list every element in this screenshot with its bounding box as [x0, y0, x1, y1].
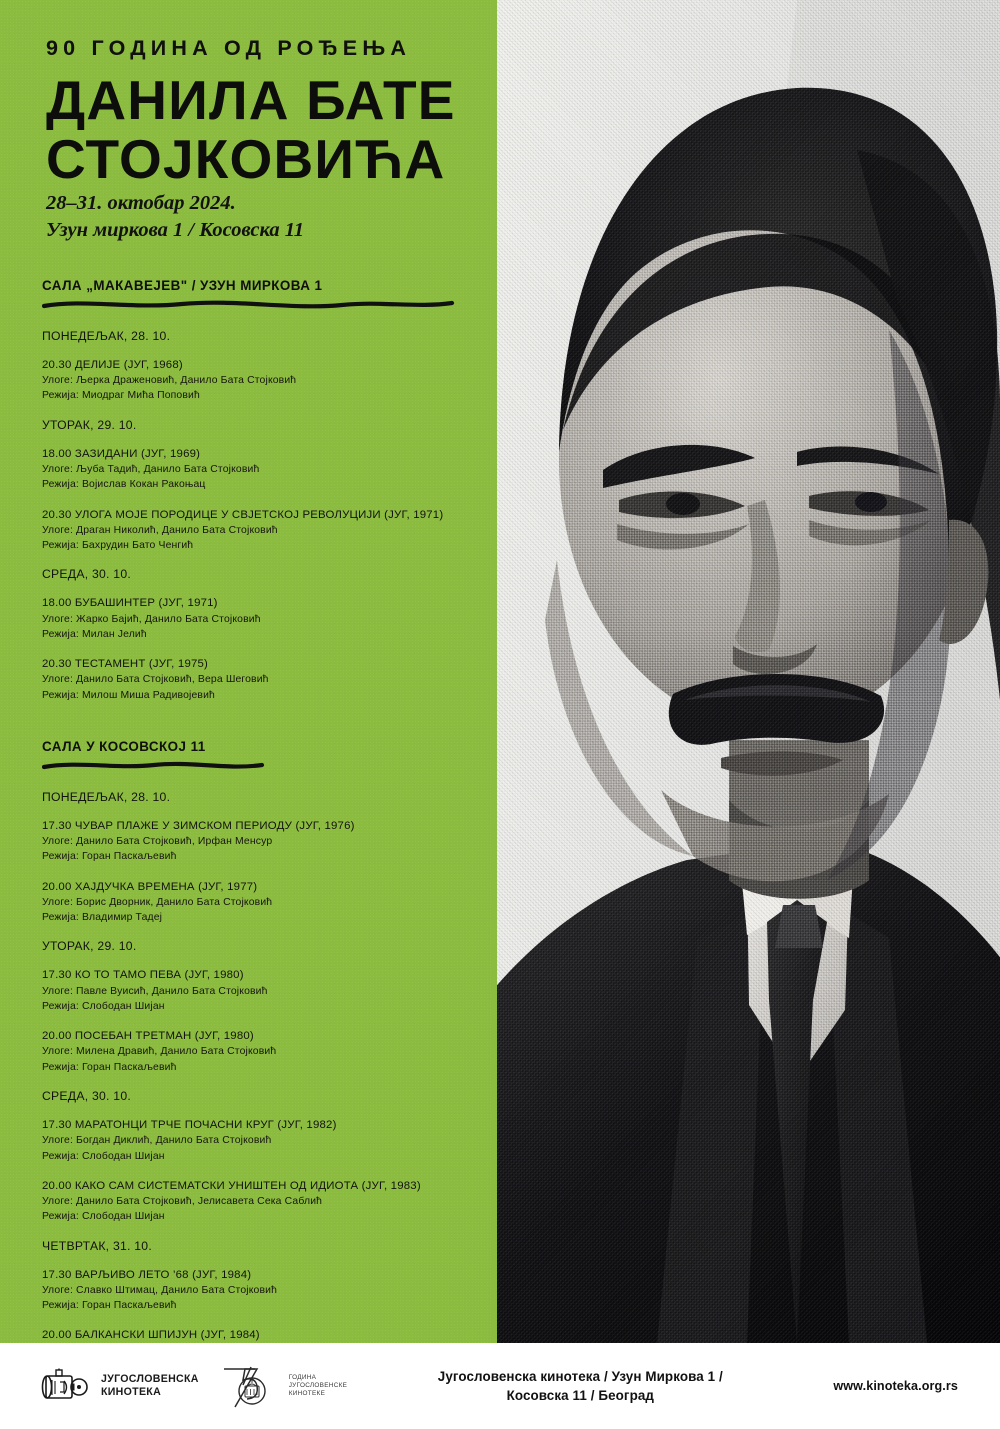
- footer-address-line2: Косовска 11 / Београд: [506, 1388, 654, 1403]
- film-title-text: 20.30 ТЕСТАМЕНТ (ЈУГ, 1975): [42, 658, 209, 671]
- portrait-photo: [497, 0, 1000, 1343]
- day-heading: ЧЕТВРТАК, 31. 10.: [42, 1238, 152, 1253]
- film-title-text: 17.30 КО ТО ТАМО ПЕВА (ЈУГ, 1980): [42, 969, 244, 982]
- film-director: Режија: Владимир Тадеј: [42, 912, 163, 924]
- film-director: Режија: Слободан Шијан: [42, 1000, 165, 1012]
- film-director: Режија: Војислав Кокан Ракоњац: [42, 479, 206, 491]
- footer-address-line1: Југословенска кинотека / Узун Миркова 1 /: [437, 1368, 723, 1384]
- film-entry: [42, 446, 472, 493]
- footer-logos: [0, 1363, 347, 1409]
- film-cast: Улоге: Љерка Драженовић, Данило Бата Стојковић: [42, 375, 297, 387]
- film-title-text: 20.30 ДЕЛИЈЕ (ЈУГ, 1968): [42, 359, 183, 371]
- day-heading: ПОНЕДЕЉАК, 28. 10.: [42, 789, 171, 804]
- film-director: Режија: Слободан Шијан: [42, 1211, 165, 1223]
- film-title-text: 17.30 ВАРЉИВО ЛЕТО ’68 (ЈУГ, 1984): [42, 1268, 252, 1281]
- film-title-text: 18.00 ЗАЗИДАНИ (ЈУГ, 1969): [42, 447, 201, 460]
- film-entry: [42, 1117, 472, 1164]
- hall-title: САЛА У КОСОВСКОЈ 11: [42, 738, 206, 754]
- hall-section: [42, 739, 472, 1374]
- film-cast: Улоге: Славко Штимац, Данило Бата Стојковић: [42, 1284, 278, 1296]
- day-heading: СРЕДА, 30. 10.: [42, 1089, 131, 1104]
- film-director: Режија: Горан Паскаљевић: [42, 1300, 177, 1312]
- film-entry: [42, 879, 472, 926]
- film-entry: [42, 1267, 472, 1314]
- day-heading: УТОРАК, 29. 10.: [42, 417, 137, 432]
- film-cast: Улоге: Данило Бата Стојковић, Вера Шеговић: [42, 674, 269, 686]
- hall-section: [42, 278, 472, 703]
- event-dates: 28–31. октобар 2024.: [46, 192, 236, 214]
- film-cast: Улоге: Борис Дворник, Данило Бата Стојковић: [42, 896, 273, 908]
- film-cast: Улоге: Данило Бата Стојковић, Ирфан Менсур: [42, 836, 273, 848]
- logo-75-line3: КИНОТЕКЕ: [288, 1390, 326, 1398]
- film-title-text: 20.00 БАЛКАНСКИ ШПИЈУН (ЈУГ, 1984): [42, 1329, 260, 1342]
- title-line-1: ДАНИЛА БАТЕ: [46, 68, 456, 131]
- film-cast: Улоге: Милена Дравић, Данило Бата Стојковић: [42, 1046, 277, 1058]
- poster-footer: [0, 1343, 1000, 1429]
- film-entry: [42, 507, 472, 554]
- hand-drawn-underline: [42, 758, 270, 774]
- film-cast: Улоге: Драган Николић, Данило Бата Стојковић: [42, 524, 278, 536]
- film-director: Режија: Горан Паскаљевић: [42, 1061, 177, 1073]
- event-details: [46, 190, 476, 245]
- film-director: Режија: Милош Миша Радивојевић: [42, 689, 215, 701]
- logo-jugoslovenska-kinoteka: [40, 1368, 199, 1404]
- film-cast: Улоге: Љуба Тадић, Данило Бата Стојковић: [42, 463, 260, 475]
- film-entry: [42, 595, 472, 642]
- logo-kinoteka-line2: КИНОТЕКА: [101, 1386, 162, 1398]
- film-projector-icon: [40, 1368, 92, 1404]
- film-director: Режија: Милан Јелић: [42, 628, 147, 640]
- film-director: Режија: Бахрудин Бато Ченгић: [42, 540, 194, 552]
- day-heading: СРЕДА, 30. 10.: [42, 567, 131, 582]
- logo-75-line1: ГОДИНА: [288, 1373, 317, 1381]
- film-director: Режија: Миодраг Мића Поповић: [42, 390, 200, 402]
- photo-halftone: [497, 0, 1000, 1343]
- film-director: Режија: Слободан Шијан: [42, 1150, 165, 1162]
- film-cast: Улоге: Богдан Диклић, Данило Бата Стојковић: [42, 1135, 272, 1147]
- hand-drawn-underline: [42, 297, 457, 313]
- film-title-text: 20.30 УЛОГА МОЈЕ ПОРОДИЦЕ У СВЈЕТСКОЈ РЕВОЛУЦИЈИ (ЈУГ, 1971): [42, 508, 444, 521]
- film-title-text: 17.30 ЧУВАР ПЛАЖЕ У ЗИМСКОМ ПЕРИОДУ (ЈУГ, 1976): [42, 819, 355, 832]
- film-title-text: 17.30 МАРАТОНЦИ ТРЧЕ ПОЧАСНИ КРУГ (ЈУГ, 1982): [42, 1119, 337, 1132]
- seventy-five-anniversary-icon: [221, 1363, 283, 1409]
- footer-address: [327, 1367, 833, 1406]
- hall-title: САЛА „МАКАВЕЈЕВ" / УЗУН МИРКОВА 1: [42, 278, 323, 293]
- logo-75-line2: ЈУГОСЛОВЕНСКЕ: [288, 1381, 348, 1389]
- film-entry: [42, 818, 472, 865]
- poster-headline: [46, 36, 476, 190]
- film-entry: [42, 1178, 472, 1225]
- film-title-text: 18.00 БУБАШИНТЕР (ЈУГ, 1971): [42, 597, 218, 610]
- film-entry: [42, 656, 472, 703]
- film-entry: [42, 357, 472, 404]
- logo-kinoteka-line1: ЈУГОСЛОВЕНСКА: [101, 1373, 199, 1386]
- page-title: [46, 68, 476, 190]
- film-entry: [42, 1028, 472, 1075]
- section-gap: [42, 717, 472, 739]
- title-line-2: СТОЈКОВИЋА: [46, 127, 446, 190]
- film-title-text: 20.00 ПОСЕБАН ТРЕТМАН (ЈУГ, 1980): [42, 1030, 254, 1043]
- film-cast: Улоге: Данило Бата Стојковић, Јелисавета Сека Саблић: [42, 1196, 323, 1207]
- logo-kinoteka-text: [101, 1373, 199, 1399]
- program-listing: [42, 278, 472, 1388]
- event-venues: Узун миркова 1 / Косовска 11: [46, 219, 305, 242]
- film-title-text: 20.00 КАКО САМ СИСТЕМАТСКИ УНИШТЕН ОД ИДИОТА (ЈУГ, 1983): [42, 1179, 421, 1192]
- film-entry: [42, 967, 472, 1014]
- film-title-text: 20.00 ХАЈДУЧКА ВРЕМЕНА (ЈУГ, 1977): [42, 880, 258, 893]
- film-director: Режија: Горан Паскаљевић: [42, 851, 177, 863]
- film-cast: Улоге: Павле Вуисић, Данило Бата Стојковић: [42, 985, 268, 997]
- day-heading: УТОРАК, 29. 10.: [42, 939, 137, 954]
- film-cast: Улоге: Жарко Бајић, Данило Бата Стојковић: [42, 613, 261, 625]
- footer-website[interactable]: www.kinoteka.org.rs: [833, 1379, 958, 1393]
- kicker-text: 90 ГОДИНА ОД РОЂЕЊА: [46, 36, 412, 60]
- day-heading: ПОНЕДЕЉАК, 28. 10.: [42, 329, 171, 343]
